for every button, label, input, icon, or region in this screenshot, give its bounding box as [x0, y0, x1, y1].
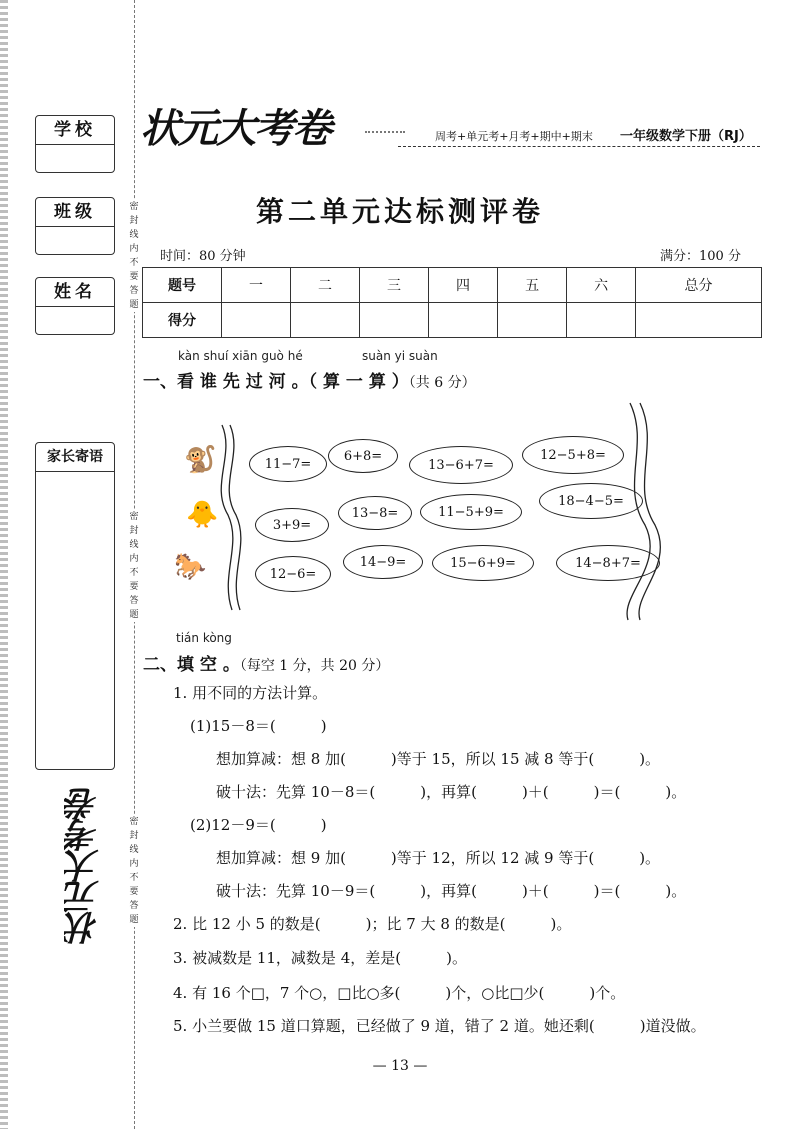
- score-header-cell: 三: [360, 268, 429, 303]
- score-cell[interactable]: [291, 303, 360, 338]
- stone-r1-1: 11−7=: [249, 446, 327, 482]
- question-1-2-a[interactable]: 想加算减：想 9 加( )等于 12，所以 12 减 9 等于( )。: [216, 849, 661, 867]
- school-box[interactable]: [35, 115, 115, 173]
- horse-icon: 🐎: [174, 552, 207, 582]
- header-rule: [398, 146, 760, 147]
- section1-title-text: 一、看 谁 先 过 河 。（ 算 一 算 ）: [143, 372, 409, 392]
- logo: 状元大考卷: [140, 106, 330, 152]
- stone-r3-3: 15−6+9=: [432, 545, 534, 581]
- seal-text-1: 密封线内不要答题: [126, 200, 142, 312]
- stone-r1-4: 12−5+8=: [522, 436, 624, 474]
- score-row: [143, 303, 762, 338]
- score-header-row: [143, 268, 762, 303]
- stone-r1-2: 6+8=: [328, 439, 398, 473]
- score-header-cell: 四: [429, 268, 498, 303]
- score-cell[interactable]: [567, 303, 636, 338]
- question-3[interactable]: 3. 被减数是 11，减数是 4，差是( )。: [173, 949, 467, 967]
- name-label: 姓名: [36, 278, 114, 307]
- series-label: 周考+单元考+月考+期中+期末: [435, 130, 593, 143]
- page-title: 第二单元达标测评卷: [255, 195, 544, 228]
- parent-message-box[interactable]: [35, 442, 115, 770]
- score-cell[interactable]: [360, 303, 429, 338]
- section2-title: [143, 650, 389, 675]
- stone-r2-4: 18−4−5=: [539, 483, 643, 519]
- question-1-1-a[interactable]: 想加算减：想 8 加( )等于 15，所以 15 减 8 等于( )。: [216, 750, 661, 768]
- score-header-cell: 六: [567, 268, 636, 303]
- question-5[interactable]: 5. 小兰要做 15 道口算题，已经做了 9 道，错了 2 道。她还剩( )道没做。: [173, 1017, 706, 1035]
- stone-r3-2: 14−9=: [343, 545, 423, 579]
- section2-points: （每空 1 分，共 20 分）: [239, 658, 390, 674]
- question-1-2-b[interactable]: 破十法：先算 10－9＝( )，再算( )＋( )＝( )。: [216, 882, 687, 900]
- time-label: 时间：80 分钟: [160, 249, 246, 264]
- stone-r3-4: 14−8+7=: [556, 545, 660, 581]
- logo-dots: [365, 131, 405, 133]
- score-header-cell: 五: [498, 268, 567, 303]
- score-cell[interactable]: [636, 303, 762, 338]
- page-number: — 13 —: [372, 1058, 428, 1074]
- question-2[interactable]: 2. 比 12 小 5 的数是( )；比 7 大 8 的数是( )。: [173, 915, 572, 933]
- school-label: 学校: [36, 116, 114, 145]
- question-1-1[interactable]: (1)15－8＝( ): [190, 717, 327, 735]
- chick-icon: 🐥: [186, 500, 219, 530]
- stone-r2-1: 3+9=: [255, 508, 329, 542]
- score-cell[interactable]: [429, 303, 498, 338]
- binding-strip: [0, 0, 8, 1129]
- name-box[interactable]: [35, 277, 115, 335]
- question-1-2[interactable]: (2)12－9＝( ): [190, 816, 327, 834]
- seal-text-2: 密封线内不要答题: [126, 510, 142, 622]
- stone-r2-3: 11−5+9=: [420, 494, 522, 530]
- score-table: [142, 267, 762, 338]
- seal-text-3: 密封线内不要答题: [126, 815, 142, 927]
- question-1: 1. 用不同的方法计算。: [173, 684, 328, 702]
- parent-message-label: 家长寄语: [36, 443, 114, 472]
- section1-pinyin-1: kàn shuí xiān guò hé: [178, 349, 303, 363]
- section2-pinyin: tián kòng: [176, 631, 232, 645]
- class-label: 班级: [36, 198, 114, 227]
- score-header-cell: 总分: [636, 268, 762, 303]
- section1-pinyin-2: suàn yi suàn: [362, 349, 438, 363]
- section1-title: [143, 367, 476, 392]
- score-row-label: 得分: [143, 303, 222, 338]
- score-cell[interactable]: [498, 303, 567, 338]
- stone-r1-3: 13−6+7=: [409, 446, 513, 484]
- stone-r2-2: 13−8=: [338, 496, 412, 530]
- score-header-cell: 一: [222, 268, 291, 303]
- question-1-1-b[interactable]: 破十法：先算 10－8＝( )，再算( )＋( )＝( )。: [216, 783, 687, 801]
- brand-vertical: 状元大考卷: [65, 790, 105, 945]
- section2-title-text: 二、填 空 。: [143, 655, 240, 675]
- question-4[interactable]: 4. 有 16 个□，7 个○，□比○多( )个，○比□少( )个。: [173, 984, 626, 1002]
- score-header-cell: 题号: [143, 268, 222, 303]
- score-header-cell: 二: [291, 268, 360, 303]
- score-cell[interactable]: [222, 303, 291, 338]
- section1-points: （共 6 分）: [408, 375, 476, 391]
- monkey-icon: 🐒: [184, 445, 217, 475]
- grade-label: 一年级数学下册（RJ）: [620, 129, 752, 144]
- full-score-label: 满分：100 分: [660, 249, 741, 264]
- stone-r3-1: 12−6=: [255, 556, 331, 592]
